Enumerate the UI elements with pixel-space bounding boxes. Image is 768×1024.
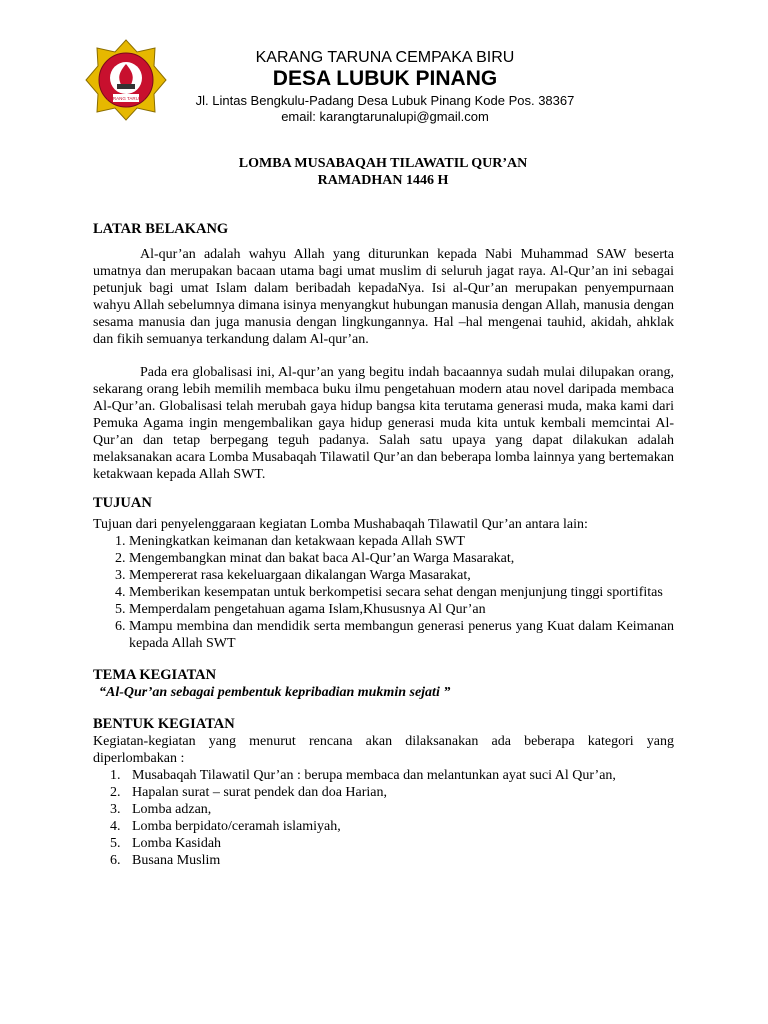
list-item: 1. Meningkatkan keimanan dan ketakwaan kepada Allah SWT [129,533,674,550]
goals-list [93,533,674,652]
list-item: 3. Lomba adzan, [124,801,674,818]
logo-text: KARANG TARUNA [106,96,146,101]
list-item: 4. Memberikan kesempatan untuk berkompetisi secara sehat dengan menjunjung tinggi sportifitas [129,584,674,601]
activity-form-intro: Kegiatan-kegiatan yang menurut rencana akan dilaksanakan ada beberapa kategori yang diperlombakan : [93,734,674,766]
list-item: 6. Mampu membina dan mendidik serta membangun generasi penerus yang Kuat dalam Keimanan kepada Allah SWT [129,618,674,652]
activity-form-list [93,767,674,869]
document-subtitle: RAMADHAN 1446 H [317,173,449,188]
goals-heading: TUJUAN [93,495,152,511]
list-item: 1. Musabaqah Tilawatil Qur’an : berupa membaca dan melantunkan ayat suci Al Qur’an, [124,767,674,784]
village-name: DESA LUBUK PINANG [272,67,498,90]
theme-heading: TEMA KEGIATAN [93,667,217,683]
goals-intro: Tujuan dari penyelenggaraan kegiatan Lomba Mushabaqah Tilawatil Qur’an antara lain: [93,517,588,532]
list-item: 2. Hapalan surat – surat pendek dan doa Harian, [124,784,674,801]
document-title: LOMBA MUSABAQAH TILAWATIL QUR’AN [238,156,528,171]
list-item: 5. Lomba Kasidah [124,835,674,852]
list-item: 6. Busana Muslim [124,852,674,869]
background-heading: LATAR BELAKANG [93,221,229,237]
document-body [93,221,674,869]
list-item: 5. Memperdalam pengetahuan agama Islam,Khususnya Al Qur’an [129,601,674,618]
theme-text: “Al-Qur’an sebagai pembentuk kepribadian mukmin sejati ” [99,685,451,700]
background-paragraph-1: Al-qur’an adalah wahyu Allah yang diturunkan kepada Nabi Muhammad SAW beserta umatnya dan merupakan bacaan utama bagi umat muslim di seluruh jagat raya. Al-Qur’an ini sebagai petunjuk bagi umat Islam dalam beribadah kepadaNya. Isi al-Qur’an merupakan penyempurnaan wahyu Allah sebelumnya dimana isinya menyangkut hubungan manusia dengan Allah, manusia dengan sesama manusia dan juga manusia dengan lingkungannya. Hal –hal mengenai tauhid, akidah, ahklak dan fikih semuanya terkandung dalam Al-qur’an. [93,247,674,347]
list-item: 2. Mengembangkan minat dan bakat baca Al-Qur’an Warga Masarakat, [129,550,674,567]
org-email: email: karangtarunalupi@gmail.com [281,109,489,124]
karang-taruna-logo [84,38,168,122]
activity-form-heading: BENTUK KEGIATAN [93,716,235,732]
org-address: Jl. Lintas Bengkulu-Padang Desa Lubuk Pinang Kode Pos. 38367 [195,93,575,108]
list-item: 4. Lomba berpidato/ceramah islamiyah, [124,818,674,835]
org-name: KARANG TARUNA CEMPAKA BIRU [255,49,515,66]
list-item: 3. Mempererat rasa kekeluargaan dikalangan Warga Masarakat, [129,567,674,584]
background-paragraph-2: Pada era globalisasi ini, Al-qur’an yang begitu indah bacaannya sudah mulai dilupakan orang, sekarang orang lebih memilih membaca buku ilmu pengetahuan modern atau novel daripada membaca Al-Qur’an. Globalisasi telah merubah gaya hidup bangsa kita terutama generasi muda, maka kami dari Pemuka Agama ingin mengembalikan gaya hidup generasi muda kita untuk kembali memcintai Al-Qur’an dan tetap berpegang teguh padanya. Salah satu upaya yang dapat dilakukan adalah melaksanakan acara Lomba Musabaqah Tilawatil Qur’an dan beberapa lomba lainnya yang bertemakan ketakwaan kepada Allah SWT. [93,365,674,482]
